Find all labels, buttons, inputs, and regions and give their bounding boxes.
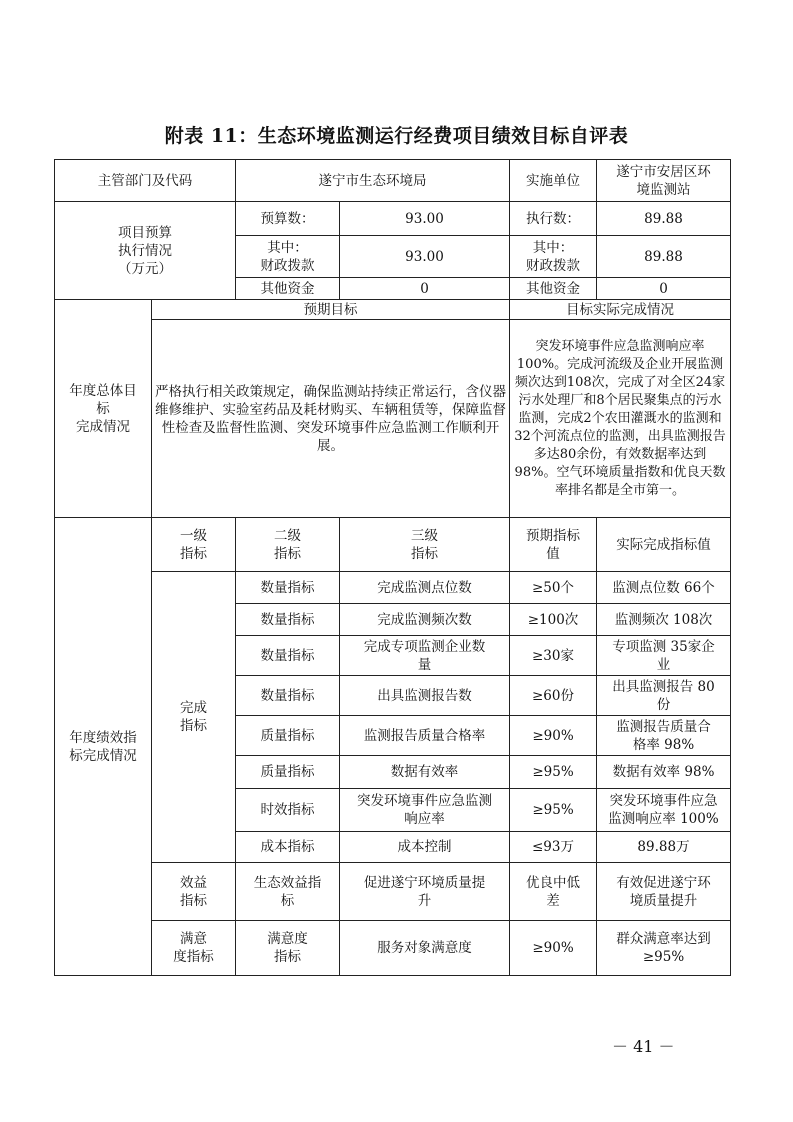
indicator-header-row — [55, 518, 731, 572]
benefit-expected: 优良中低 差 — [510, 863, 597, 921]
level2-cell: 质量指标 — [236, 756, 340, 789]
satisfaction-actual: 群众满意率达到 ≥95% — [597, 921, 731, 976]
exec-label: 执行数： — [510, 202, 597, 236]
level2-cell: 成本指标 — [236, 832, 340, 863]
other-budget-label: 其他资金 — [236, 278, 340, 300]
satisfaction-level1: 满意 度指标 — [152, 921, 236, 976]
expected-cell: ≥50个 — [510, 572, 597, 604]
level2-cell: 质量指标 — [236, 716, 340, 756]
expected-goal-text: 严格执行相关政策规定，确保监测站持续正常运行，含仪器维修维护、实验室药品及耗材购买、车辆租赁等，保障监督性检查及监督性监测、突发环境事件应急监测工作顺利开展。 — [152, 320, 510, 518]
budget-label: 预算数： — [236, 202, 340, 236]
level3-cell: 成本控制 — [340, 832, 510, 863]
budget-value: 93.00 — [340, 202, 510, 236]
dept-value: 遂宁市生态环境局 — [236, 160, 510, 202]
level3-cell: 监测报告质量合格率 — [340, 716, 510, 756]
table-row — [55, 572, 731, 604]
page-number: － 41 － — [612, 1037, 675, 1056]
actual-cell: 数据有效率 98% — [597, 756, 731, 789]
fiscal-exec-value: 89.88 — [597, 236, 731, 278]
budget-row — [55, 202, 731, 236]
col-level2: 二级 指标 — [236, 518, 340, 572]
level2-cell: 时效指标 — [236, 789, 340, 832]
level3-cell: 完成监测频次数 — [340, 604, 510, 636]
other-exec-label: 其他资金 — [510, 278, 597, 300]
completion-label: 完成 指标 — [152, 572, 236, 863]
actual-cell: 监测报告质量合 格率 98% — [597, 716, 731, 756]
expected-cell: ≥30家 — [510, 636, 597, 676]
header-row — [55, 160, 731, 202]
page-title: 附表 11：生态环境监测运行经费项目绩效目标自评表 — [164, 125, 629, 147]
other-exec-value: 0 — [597, 278, 731, 300]
actual-cell: 突发环境事件应急 监测响应率 100% — [597, 789, 731, 832]
benefit-level1: 效益 指标 — [152, 863, 236, 921]
col-level3: 三级 指标 — [340, 518, 510, 572]
actual-cell: 监测点位数 66个 — [597, 572, 731, 604]
performance-label: 年度绩效指 标完成情况 — [55, 518, 152, 976]
fiscal-budget-label: 其中： 财政拨款 — [236, 236, 340, 278]
col-actual: 实际完成指标值 — [597, 518, 731, 572]
dept-label: 主管部门及代码 — [55, 160, 236, 202]
actual-goal-text: 突发环境事件应急监测响应率100%。完成河流级及企业开展监测频次达到108次，完成了对全区24家污水处理厂和8个居民聚集点的污水监测，完成2个农田灌溉水的监测和32个河流点位的监测，出具监测报告多达80余份，有效数据率达到98%。空气环境质量指数和优良天数率排名都是全市第一。 — [510, 320, 731, 518]
satisfaction-expected: ≥90% — [510, 921, 597, 976]
level3-cell: 数据有效率 — [340, 756, 510, 789]
satisfaction-level3: 服务对象满意度 — [340, 921, 510, 976]
budget-section-label: 项目预算 执行情况 （万元） — [55, 202, 236, 300]
unit-label: 实施单位 — [510, 160, 597, 202]
overall-header-row — [55, 300, 731, 320]
benefit-row — [55, 863, 731, 921]
level3-cell: 完成专项监测企业数 量 — [340, 636, 510, 676]
exec-value: 89.88 — [597, 202, 731, 236]
level3-cell: 突发环境事件应急监测 响应率 — [340, 789, 510, 832]
expected-cell: ≥100次 — [510, 604, 597, 636]
expected-cell: ≥95% — [510, 789, 597, 832]
expected-cell: ≥60份 — [510, 676, 597, 716]
level2-cell: 数量指标 — [236, 676, 340, 716]
fiscal-budget-value: 93.00 — [340, 236, 510, 278]
actual-cell: 监测频次 108次 — [597, 604, 731, 636]
overall-label: 年度总体目 标 完成情况 — [55, 300, 152, 518]
col-level1: 一级 指标 — [152, 518, 236, 572]
unit-value: 遂宁市安居区环 境监测站 — [597, 160, 731, 202]
level2-cell: 数量指标 — [236, 604, 340, 636]
other-budget-value: 0 — [340, 278, 510, 300]
benefit-actual: 有效促进遂宁环 境质量提升 — [597, 863, 731, 921]
expected-cell: ≥95% — [510, 756, 597, 789]
actual-cell: 专项监测 35家企 业 — [597, 636, 731, 676]
level3-cell: 出具监测报告数 — [340, 676, 510, 716]
actual-goal-header: 目标实际完成情况 — [510, 300, 731, 320]
benefit-level2: 生态效益指 标 — [236, 863, 340, 921]
level2-cell: 数量指标 — [236, 636, 340, 676]
level3-cell: 完成监测点位数 — [340, 572, 510, 604]
expected-cell: ≤93万 — [510, 832, 597, 863]
expected-cell: ≥90% — [510, 716, 597, 756]
level2-cell: 数量指标 — [236, 572, 340, 604]
col-expected: 预期指标 值 — [510, 518, 597, 572]
actual-cell: 出具监测报告 80 份 — [597, 676, 731, 716]
evaluation-table — [54, 159, 731, 976]
benefit-level3: 促进遂宁环境质量提 升 — [340, 863, 510, 921]
satisfaction-level2: 满意度 指标 — [236, 921, 340, 976]
fiscal-exec-label: 其中： 财政拨款 — [510, 236, 597, 278]
satisfaction-row — [55, 921, 731, 976]
overall-content-row — [55, 320, 731, 518]
actual-cell: 89.88万 — [597, 832, 731, 863]
expected-goal-header: 预期目标 — [152, 300, 510, 320]
